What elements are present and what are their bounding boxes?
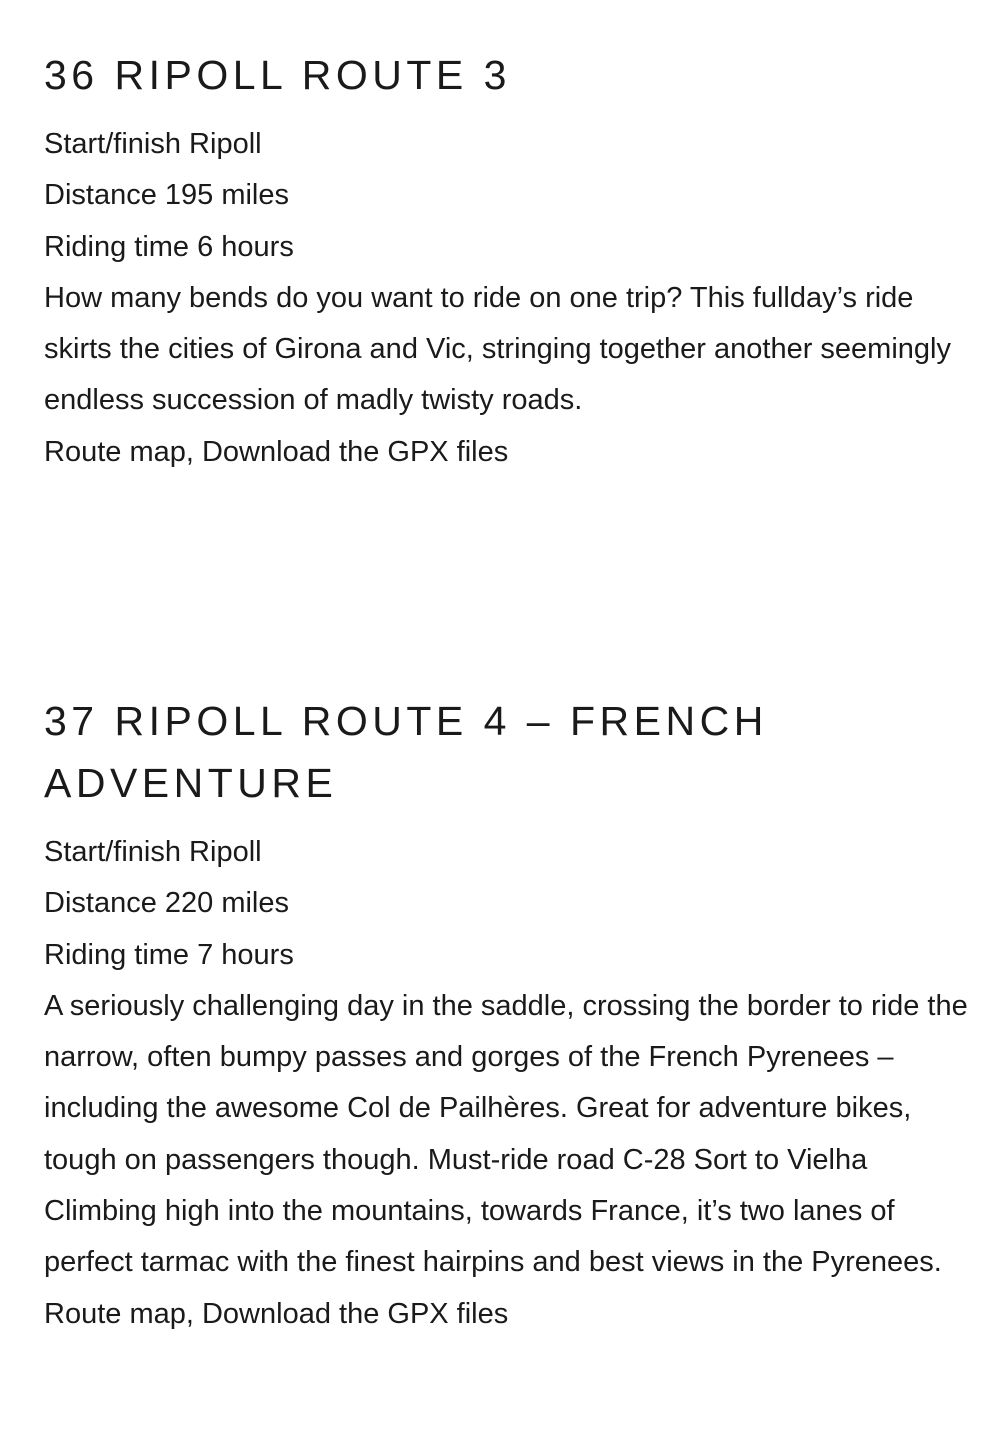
route-map-link[interactable]: Route map bbox=[44, 1297, 186, 1330]
route-description: How many bends do you want to ride on one trip? This fullday’s ride skirts the cities of Girona and Vic, stringing together another seemingly endless succession of madly twisty roads. bbox=[44, 281, 951, 417]
route-details bbox=[44, 827, 974, 1340]
route-description: A seriously challenging day in the saddle, crossing the border to ride the narrow, often bumpy passes and gorges of the French Pyrenees – including the awesome Col de Pailhères. Great for adventure bikes, tough on passengers though. Must-ride road C-28 Sort to Vielha Climbing high into the mountains, towards France, it’s two lanes of perfect tarmac with the finest hairpins and best views in the Pyrenees. bbox=[44, 989, 968, 1279]
distance-text: Distance 195 miles bbox=[44, 179, 289, 212]
route-section-36 bbox=[44, 44, 974, 478]
download-gpx-link[interactable]: Download the GPX files bbox=[201, 435, 509, 468]
route-section-37 bbox=[44, 690, 974, 1340]
route-map-link[interactable]: Route map bbox=[44, 435, 186, 468]
riding-time-text: Riding time 7 hours bbox=[44, 938, 294, 971]
route-details bbox=[44, 119, 974, 478]
route-title: 37 RIPOLL ROUTE 4 – FRENCH ADVENTURE bbox=[44, 698, 768, 806]
download-gpx-link[interactable]: Download the GPX files bbox=[201, 1297, 509, 1330]
distance-text: Distance 220 miles bbox=[44, 887, 289, 920]
start-finish-text: Start/finish Ripoll bbox=[44, 128, 262, 160]
link-separator: , bbox=[185, 435, 202, 468]
route-title: 36 RIPOLL ROUTE 3 bbox=[44, 52, 511, 98]
route-links bbox=[44, 1289, 974, 1340]
link-separator: , bbox=[185, 1297, 202, 1330]
start-finish-text: Start/finish Ripoll bbox=[44, 836, 262, 868]
route-links bbox=[44, 427, 974, 478]
riding-time-text: Riding time 6 hours bbox=[44, 230, 294, 263]
